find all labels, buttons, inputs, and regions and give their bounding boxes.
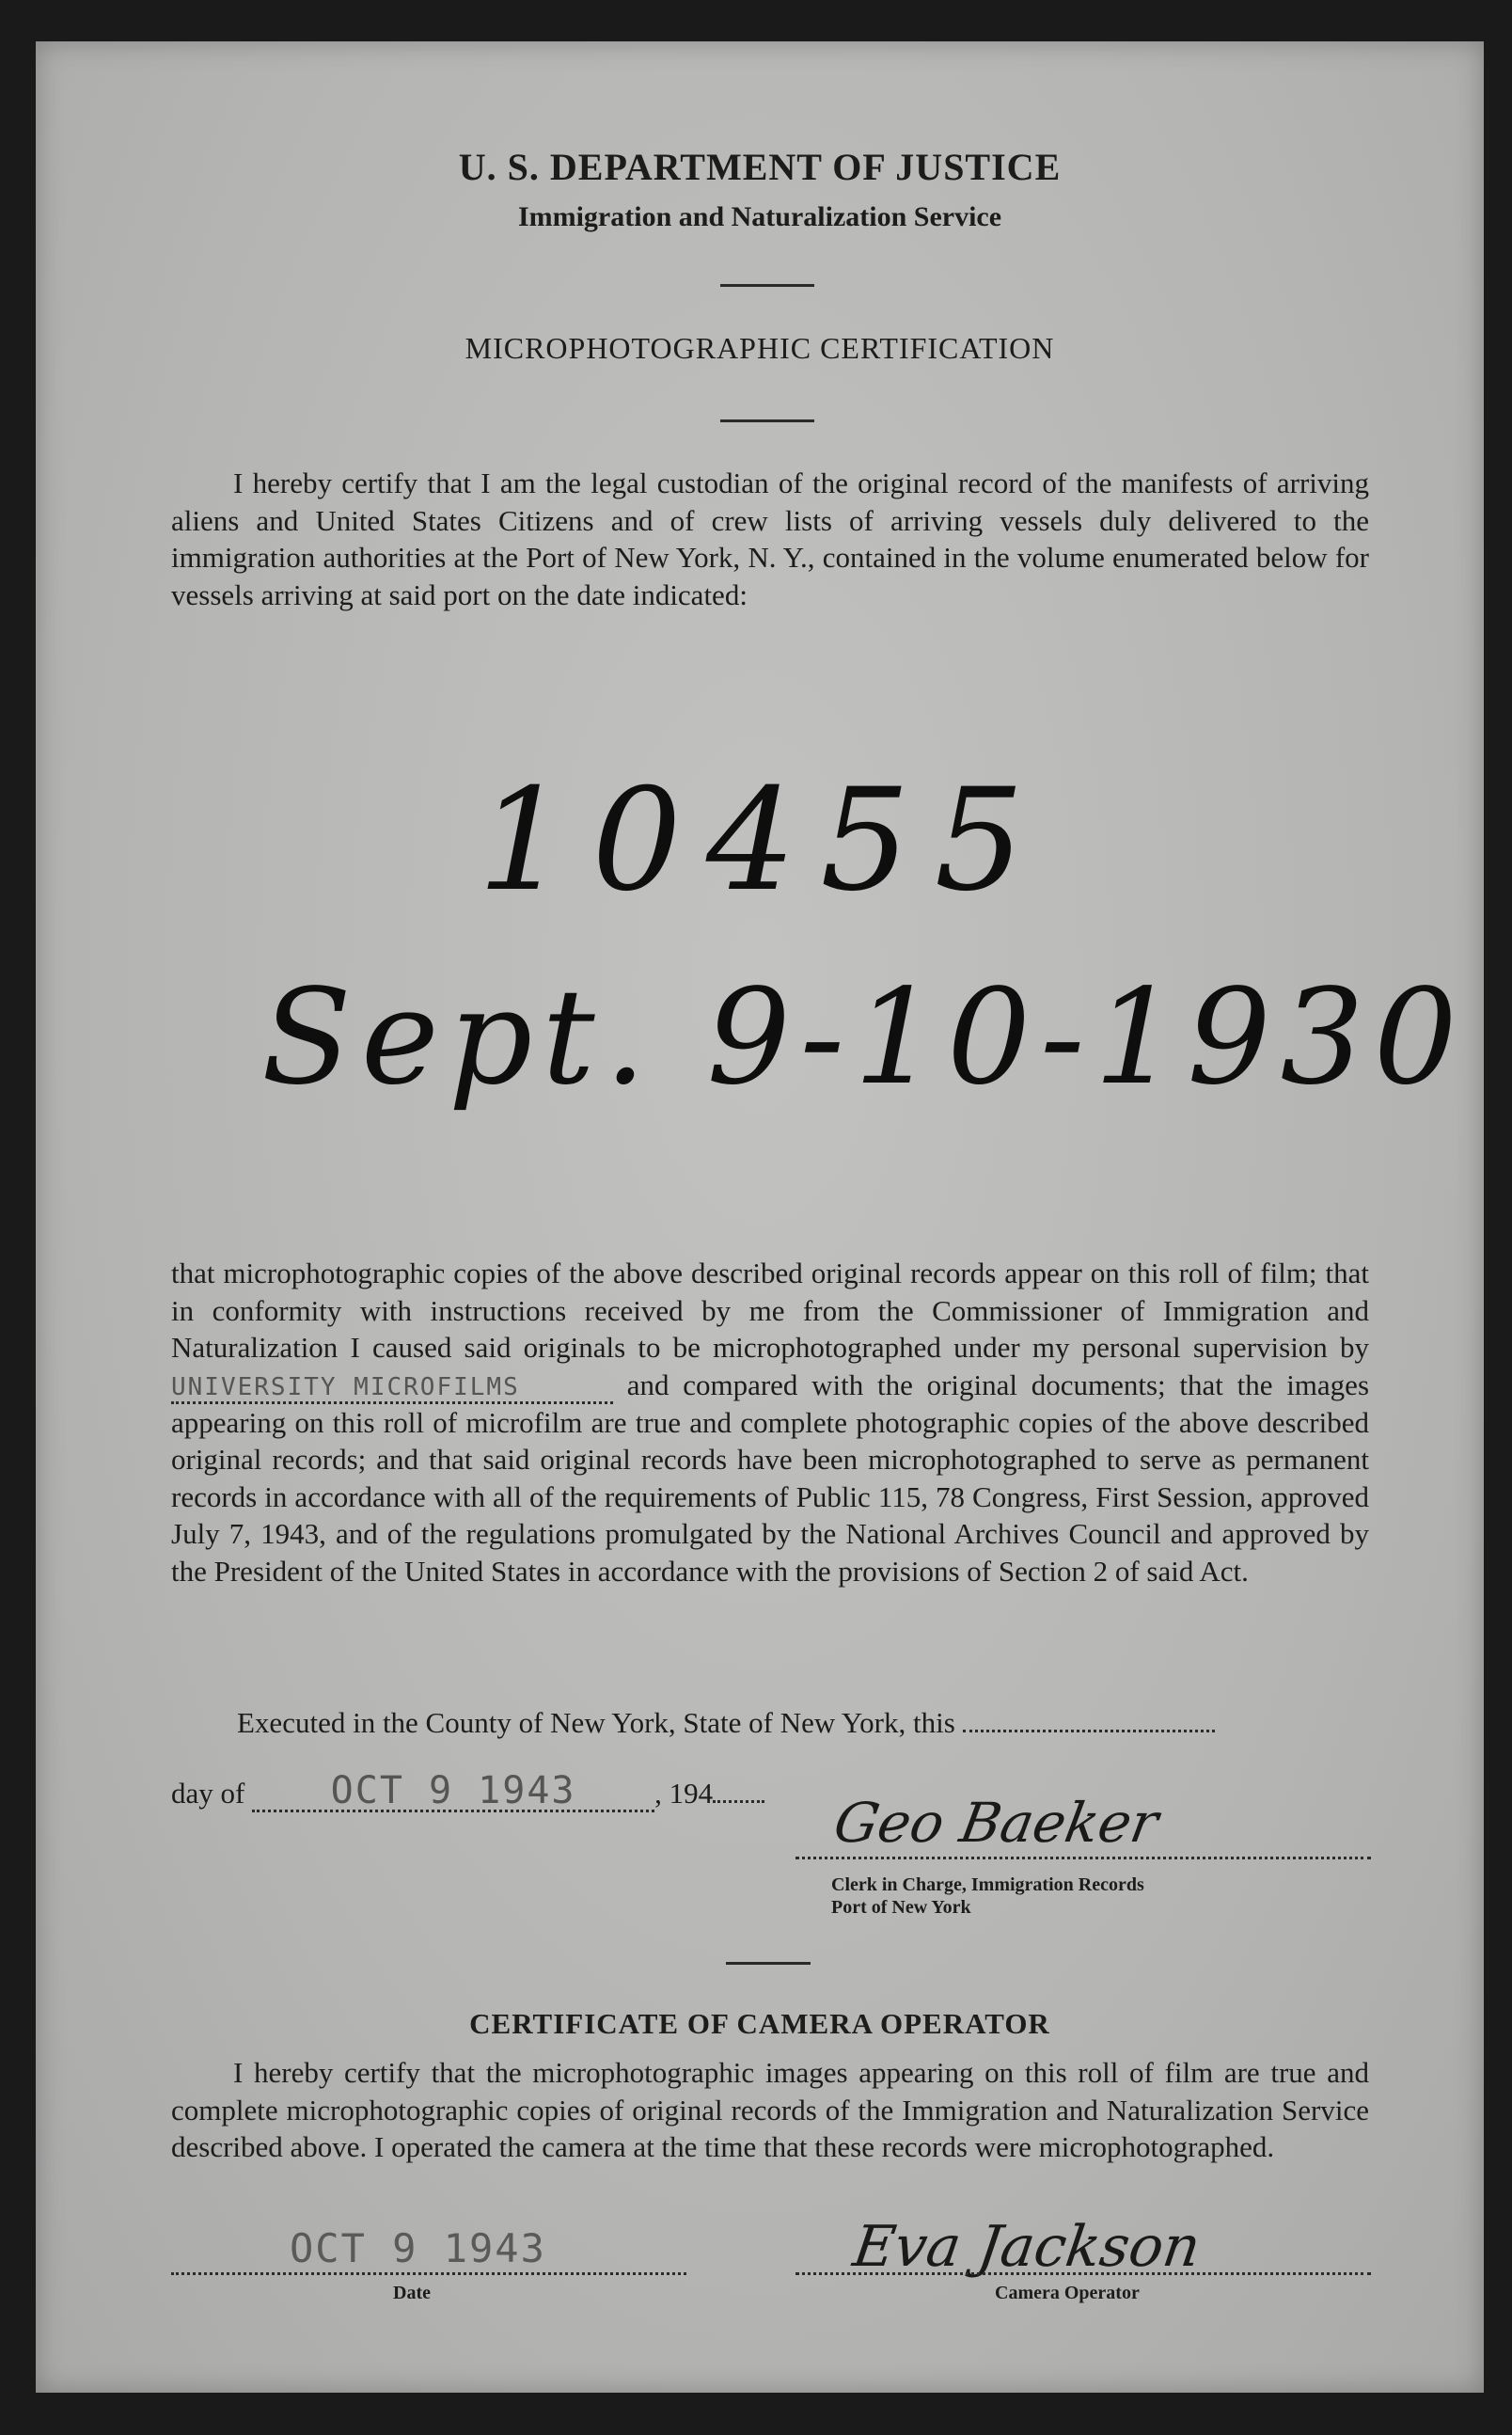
operator-label: Camera Operator [995,2283,1140,2303]
clerk-signature-line [795,1857,1371,1859]
day-blank [963,1707,1215,1732]
executed-text: Executed in the County of New York, State of New York, this [237,1706,955,1739]
certification-body [171,1255,1369,1589]
department-heading: U. S. DEPARTMENT OF JUSTICE [458,146,1062,188]
day-of-label: day of [171,1777,245,1810]
day-of-line [171,1769,764,1812]
executed-line [237,1706,1215,1740]
year-label: , 194 [654,1777,714,1810]
date-line [171,2272,686,2275]
body-text-part2: and compared with the original documents; that the images appearing on this roll of microfilm are true and complete photographic copies of the above described original records; and that said original records have been microphotographed to serve as permanent records in accordance with all of the requirements of Public 115, 78 Congress, First Session, approved July 7, 1943, and of the regulations promulgated by the National Archives Council and approved by the President of the United States in accordance with the provisions of Section 2 of said Act. [171,1368,1370,1588]
intro-paragraph: I hereby certify that I am the legal custodian of the original record of the manifests of arriving aliens and United States Citizens and of crew lists of arriving vessels duly delivered to the immigration authorities at the Port of New York, N. Y., contained in the volume enumerated below for vessels arriving at said port on the date indicated: [171,466,1369,611]
camera-operator-paragraph: I hereby certify that the microphotographic images appearing on this roll of film are true and complete microphotographic copies of original records of the Immigration and Naturalization Service described above. I operated the camera at the time that these records were microphotographed. [171,2056,1369,2163]
camera-date-stamp: OCT 9 1943 [290,2225,546,2271]
divider [726,1962,811,1965]
clerk-signature: Geo Baeker [829,1791,1163,1855]
clerk-title-line2: Port of New York [831,1897,971,1918]
camera-operator-title: CERTIFICATE OF CAMERA OPERATOR [469,2007,1050,2040]
operator-signature-line [795,2272,1371,2275]
date-label: Date [393,2283,431,2303]
handwritten-date-range: Sept. 9-10-1930 [261,961,1467,1115]
handwritten-volume-number: 10455 [478,759,1049,923]
year-blank [713,1779,764,1803]
execution-date-stamp: OCT 9 1943 [252,1772,654,1812]
certification-title: MICROPHOTOGRAPHIC CERTIFICATION [465,331,1055,365]
service-subheading: Immigration and Naturalization Service [517,201,1002,232]
photographer-stamp: UNIVERSITY MICROFILMS [171,1373,613,1404]
body-text-part1: that microphotographic copies of the above described original records appear on this roll of film; that in conformity with instructions received by me from the Commissioner of Immigration and Naturalization I caused said originals to be microphotographed under my personal supervision by [171,1257,1369,1364]
clerk-title [831,1874,1144,1919]
operator-signature: Eva Jackson [849,2214,1205,2280]
clerk-title-line1: Clerk in Charge, Immigration Records [831,1874,1144,1895]
divider [720,419,814,422]
certificate-page [36,41,1484,2393]
divider [720,284,814,287]
